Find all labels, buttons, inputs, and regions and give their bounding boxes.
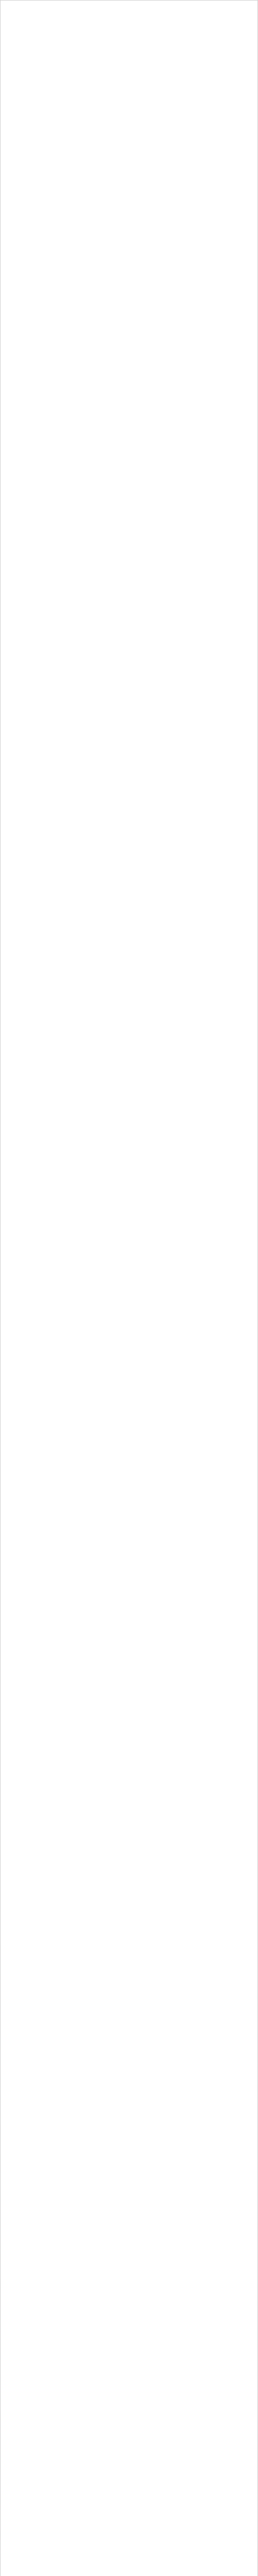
section-heading [16,6,78,12]
section-heading [16,23,78,29]
section-heading [16,41,78,47]
document-section [9,41,87,47]
document-section [9,6,87,12]
document-section [9,23,87,29]
document-body [9,6,87,47]
